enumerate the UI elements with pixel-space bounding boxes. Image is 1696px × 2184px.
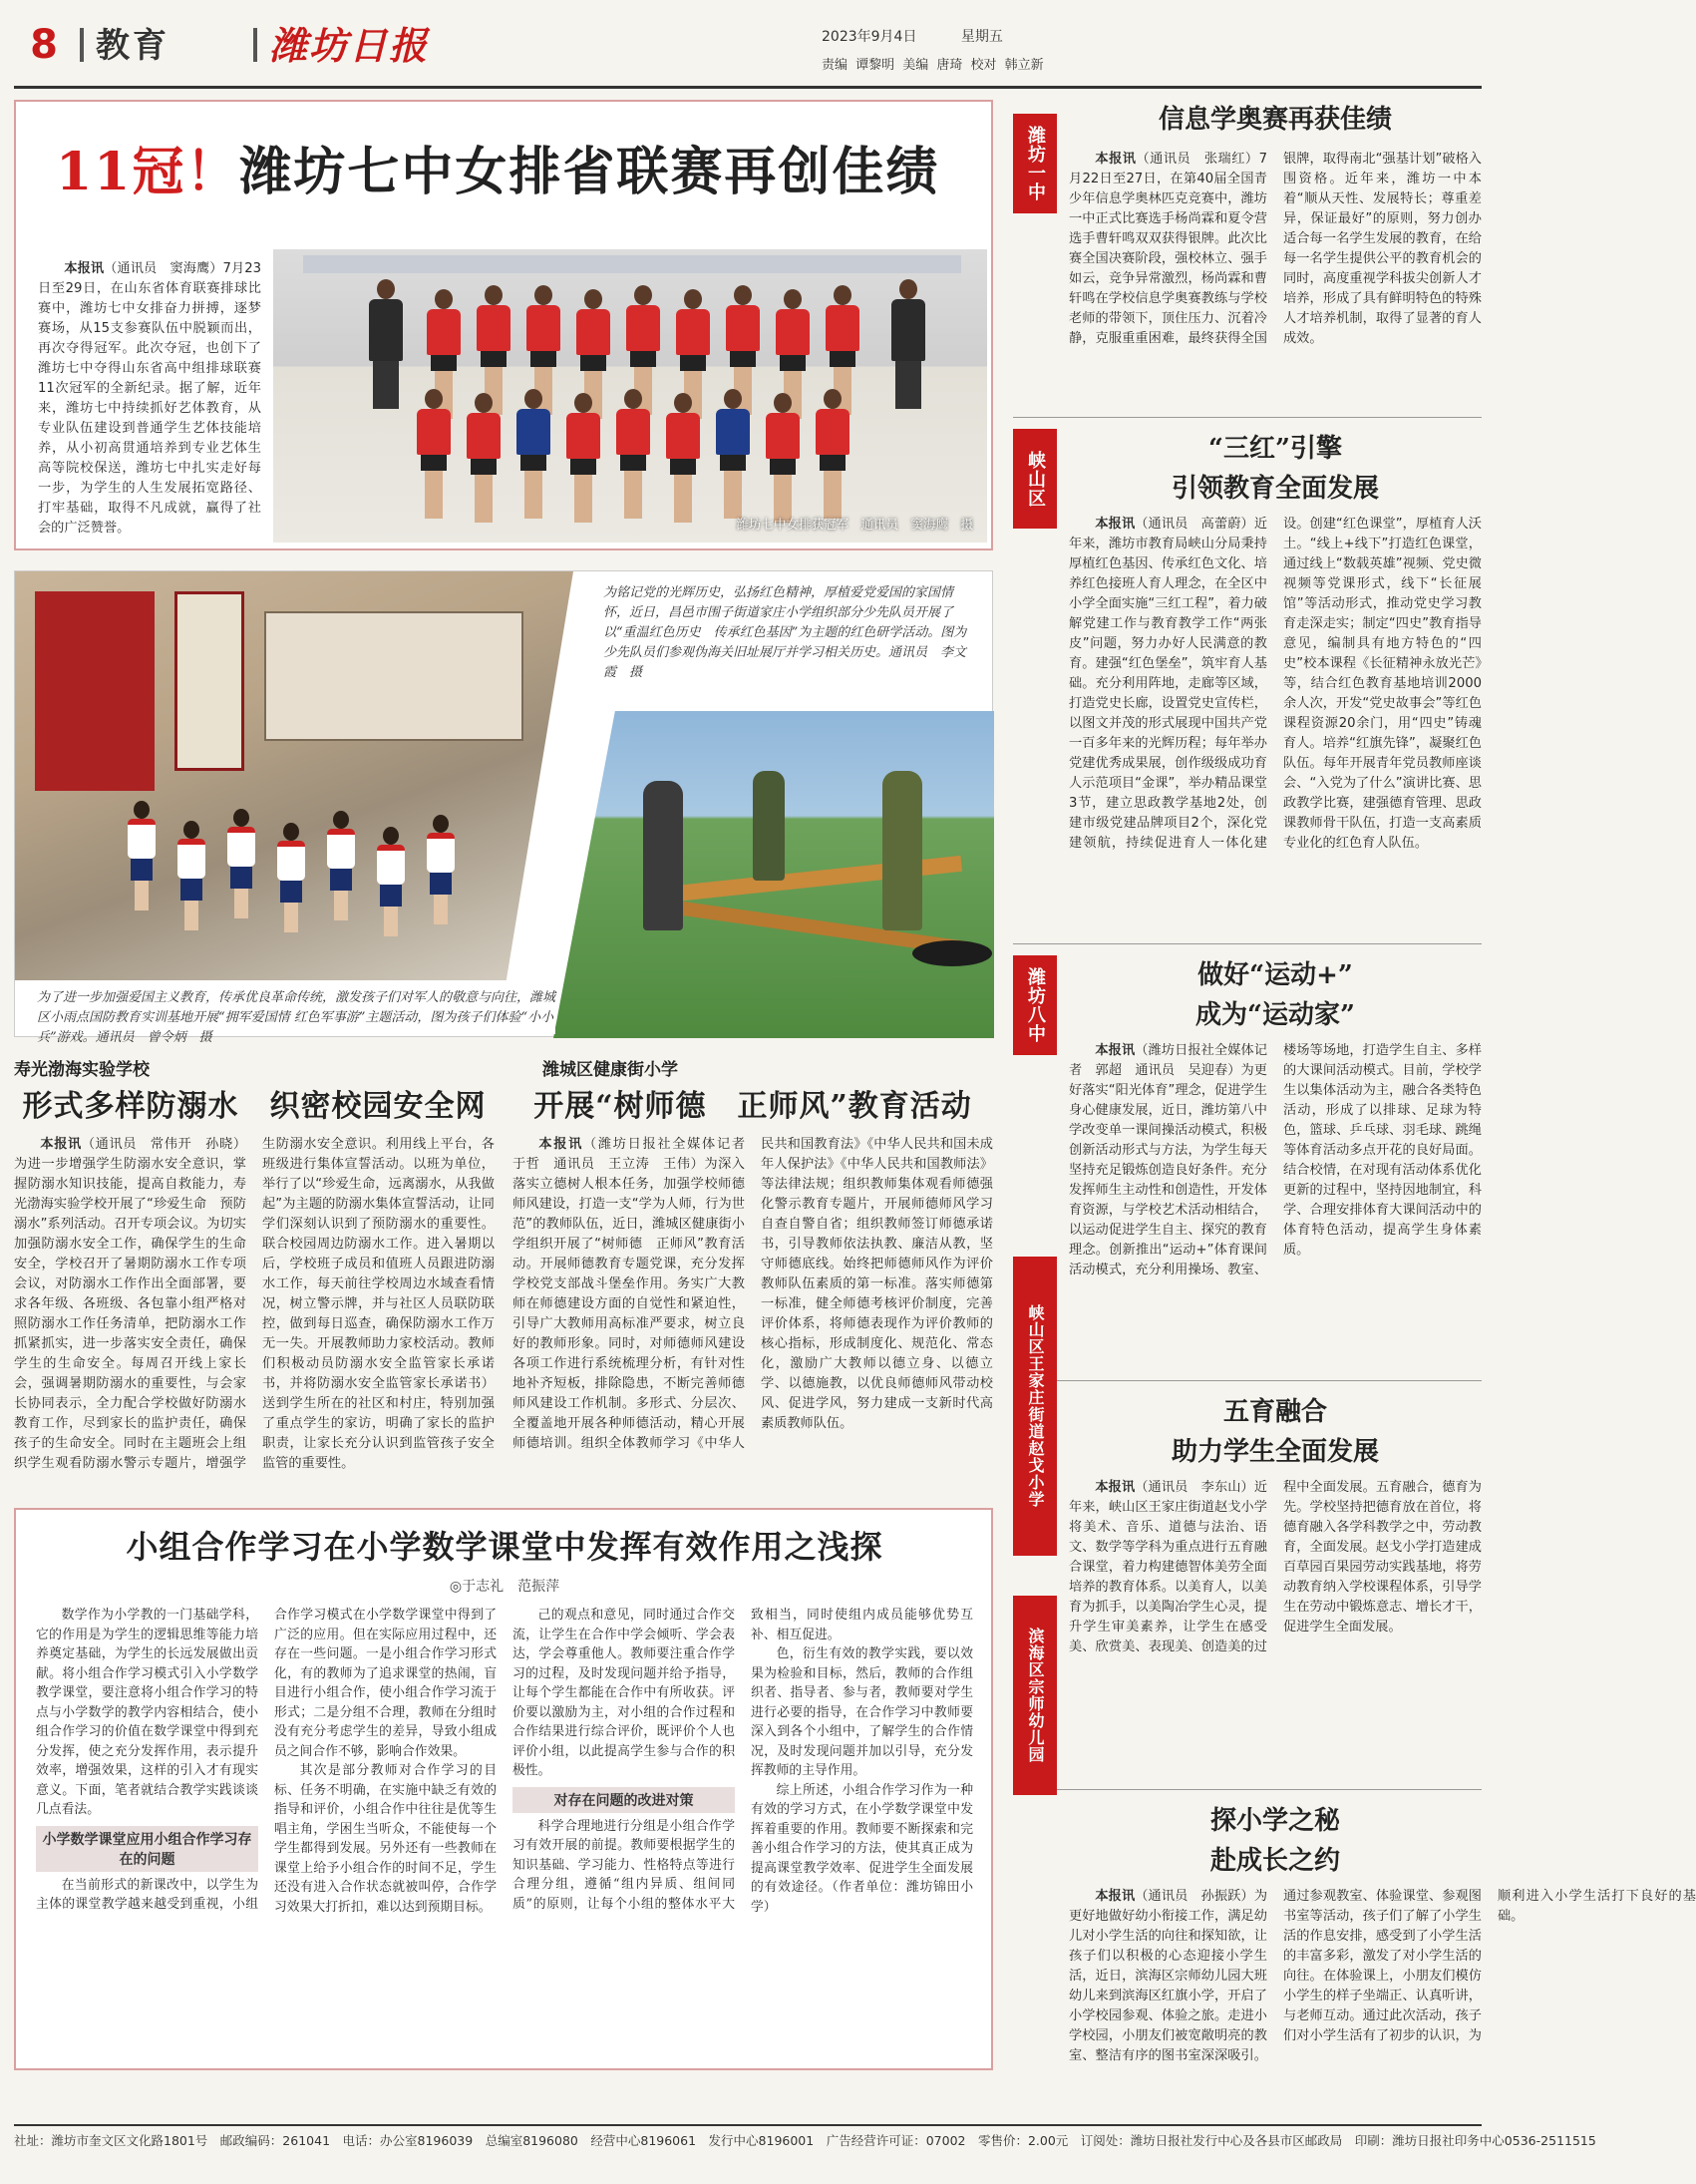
photo-museum-visit: [15, 571, 573, 980]
subheading: 对存在问题的改进对策: [512, 1787, 735, 1813]
side-headline: 成为“运动家”: [1195, 1000, 1355, 1030]
student-figure: [374, 827, 408, 936]
paragraph: 其次是部分教师对合作学习的目标、任务不明确，在实施中缺乏有效的指导和评价，小组合作中往往是优等生唱主角，学困生当听众，不能使每一个学生都得到发展。另外还有一些教师在课堂上给予小组合作的时间不足，学生还没有进入合作状态就被叫停，合作学习效果大打折扣，难以达到预期目标。: [274, 1763, 497, 1915]
page-number: 8: [30, 22, 58, 68]
article-headline: 开展“树师德 正师风”教育活动: [533, 1089, 972, 1124]
body-text: （潍坊日报社全媒体记者 郭超 通讯员 吴迎春）为更好落实“阳光体育”理念，促进学生身心健康发展，近日，潍坊第八中学改变单一课间操活动模式，积极创新活动形式与方法，为学生每天坚持充足锻炼创造良好条件。充分发挥师生主动性和创造性，开发体育资源，与学校艺术活动相结合，以运动促进学生自主、探究的教育理念。创新推出“运动+”体育课间活动模式，充分利用操场、教室、楼场等场地，打造学生自主、多样的大课间活动模式。目前，学校学生以集体活动为主，融合各类特色活动，形成了以排球、足球为特色，篮球、乒乓球、羽毛球、跳绳等体育活动多点开花的良好局面。结合校情，在对现有活动体系优化更新的过程中，坚持因地制宜，科学、合理安排体育大课间活动中的体育特色活动，提高学生身体素质。: [1069, 1043, 1482, 1277]
player-figure: [463, 393, 503, 523]
side-article-kindergarten: [1069, 1801, 1696, 2066]
headline-volleyball: [56, 138, 939, 207]
photo-banner: [303, 255, 961, 273]
divider: [80, 28, 84, 62]
divider: [253, 28, 257, 62]
photo-caption-training: 为了进一步加强爱国主义教育，传承优良革命传统，激发孩子们对军人的敬意与向往，潍城区小雨点国防教育实训基地开展“拥军爱国情 红色军事游”主题活动，图为孩子们体验“小小兵”游戏。通讯员 曾令炳 摄: [37, 990, 556, 1045]
side-column: [1013, 100, 1696, 2074]
body-text: （通讯员 张瑞红）7月22日至27日，在第40届全国青少年信息学奥林匹克竞赛中，潍坊一中正式比赛选手杨尚霖和夏令营选手曹轩鸣双双获得银牌。此次比赛全国决赛阶段，强校林立、强手如云，竞争异常激烈，杨尚霖和曹轩鸣在学校信息学奥赛教练与学校老师的带领下，顶住压力、沉着冷静，克服重重困难，最终获得全国银牌，取得南北“强基计划”破格入围资格。近年来，潍坊一中本着“顺从天性、发展特长；尊重差异，保证最好”的原则，努力创办适合每一名学生发展的教育，在给每一名学生提供公平的教育机会的同时，高度重视学科拔尖创新人才培养，形成了具有鲜明特色的特殊人才培养机制，取得了显著的育人成效。: [1069, 152, 1482, 346]
player-figure: [662, 393, 702, 523]
side-body: [1069, 1887, 1696, 2066]
issue-date: 2023年9月4日: [822, 29, 917, 45]
article-author: ◎于志礼 范振萍: [449, 1579, 560, 1595]
student-figure: [174, 821, 208, 930]
side-body: [1069, 150, 1482, 399]
exhibit-wall: [264, 611, 523, 741]
student-figure: [224, 809, 258, 918]
exhibit-sign: [174, 591, 244, 771]
byline: 本报讯: [1095, 517, 1136, 532]
child-figure: [753, 771, 785, 881]
school-tag: 滨海区宗师幼儿园: [1013, 1596, 1057, 1795]
editors-line: 责编 谭黎明 美编 唐琦 校对 韩立新: [822, 58, 1044, 73]
paragraph: 综上所述，小组合作学习作为一种有效的学习方式，在小学数学课堂中发挥着重要的作用。教师要不断探索和完善小组合作学习的方法，使其真正成为提高课堂教学效率、促进学生全面发展的有效途径。（作者单位：潍坊锦田小学）: [751, 1782, 973, 1915]
side-headline: 赴成长之约: [1209, 1846, 1340, 1876]
side-body: [1069, 1041, 1482, 1370]
article-body: [36, 1606, 973, 2064]
headline-main: 潍坊七中女排省联赛再创佳绩: [239, 142, 940, 202]
player-figure: [612, 389, 652, 519]
section-title: 教育: [96, 26, 170, 66]
article-headline: 形式多样防溺水 织密校园安全网: [22, 1089, 487, 1124]
photo-caption-museum: 为铭记党的光辉历史，弘扬红色精神，厚植爱党爱国的家国情怀，近日，昌邑市围子街道家庄小学组织部分少先队员开展了以“重温红色历史 传承红色基因”为主题的红色研学活动。图为少先队员们参观伪海关旧址展厅并学习相关历史。通讯员 李文霞 摄: [597, 579, 980, 703]
body-text: （潍坊日报社全媒体记者 于哲 通讯员 王立涛 王伟）为深入落实立德树人根本任务，加强学校师德师风建设，打造一支“学为人师，行为世范”的教师队伍，近日，潍城区健康街小学组织开展了“树师德 正师风”教育活动。开展师德教育专题党课，充分发挥学校党支部战斗堡垒作用。务实广大教师在师德建设方面的自觉性和紧迫性，引导广大教师用高标准严要求，树立良好的教师形象。同时，对师德师风建设各项工作进行系统梳理分析，有针对性地补齐短板，排除隐患，不断完善师德师风建设工作机制。多形式、分层次、全覆盖地开展各种师德活动，精心开展师德培训。组织全体教师学习《中华人民共和国教育法》《中华人民共和国未成年人保护法》《中华人民共和国教师法》等法律法规；组织教师集体观看师德强化警示教育专题片，开展师德师风学习自查自警自省；组织教师签订师德承诺书，引导教师依法执教、廉洁从教，坚守师德底线。始终把师德师风作为评价教师队伍素质的第一标准。落实师德第一标准，健全师德考核评价制度，完善评价体系，将师德表现作为评价教师的核心指标，形成制度化、规范化、常态化，激励广大教师以德立身、以德立学、以德施教，以优良师德师风带动校风、促进学风，努力建成一支新时代高素质教师队伍。: [512, 1137, 993, 1451]
side-headline: 做好“运动+”: [1197, 960, 1353, 990]
player-figure: [365, 279, 405, 409]
side-headline: “三红”引擎: [1208, 434, 1342, 464]
byline: 本报讯: [1095, 1043, 1136, 1058]
article-math-cooperation: [14, 1508, 993, 2070]
masthead: [14, 10, 1482, 84]
body-text: （通讯员 孙振跃）为更好地做好幼小衔接工作，满足幼儿对小学生活的向往和探知欲，让孩子们以积极的心态迎接小学生活，近日，滨海区宗师幼儿园大班幼儿来到滨海区红旗小学，开启了小学校园参观、体验之旅。走进小学校园，小朋友们被宽敞明亮的教室、整洁有序的图书室深深吸引。通过参观教室、体验课堂、参观图书室等活动，孩子们了解了小学生活的作息安排，感受到了小学生活的丰富多彩，激发了对小学生活的向往。在体验课上，小朋友们模仿小学生的样子坐端正、认真听讲，与老师互动。通过此次活动，孩子们对小学生活有了初步的认识，为顺利进入小学生活打下良好的基础。: [1069, 1889, 1696, 2063]
byline: 本报讯: [64, 261, 105, 276]
body-text: （通讯员 窦海鹰）7月23日至29日，在山东省体育联赛排球比赛中，潍坊七中女排奋力拼搏，逐梦赛场，从15支参赛队伍中脱颖而出，再次夺得冠军。此次夺冠，也创下了潍坊七中夺得山东省高中组排球联赛11次冠军的全新纪录。据了解，近年来，潍坊七中持续抓好艺体教育，从专业队伍建设到普通学生艺体技能培养，从小初高贯通培养到专业艺体生高等院校保送，潍坊七中扎实走好每一步，为学生的人生发展拓宽路径、打牢基础，取得不凡成就，赢得了社会的广泛赞誉。: [38, 261, 262, 536]
divider: [1013, 417, 1482, 418]
school-tag: 潍坊一中: [1013, 114, 1057, 213]
paragraph: 己的观点和意见，同时通过合作交流，让学生在合作中学会倾听、学会表达，学会尊重他人。教师要注重合作学习的过程，及时发现问题并给予指导，让每个学生都能在合作中有所收获。评价要以激励为主，对小组的合作过程和合作结果进行综合评价，既评价个人也评价小组，以此提高学生参与合作的积极性。: [512, 1608, 735, 1778]
player-figure: [712, 389, 752, 519]
side-headline: 五育融合: [1222, 1397, 1327, 1427]
player-figure: [562, 393, 602, 523]
student-figure: [324, 811, 358, 920]
article-body: [38, 259, 261, 543]
article-headline: 小组合作学习在小学数学课堂中发挥有效作用之浅探: [126, 1528, 883, 1566]
divider: [1013, 1789, 1482, 1790]
divider: [1013, 1380, 1482, 1381]
side-headline: 探小学之秘: [1209, 1806, 1340, 1836]
divider: [1013, 943, 1482, 944]
soldier-figure: [882, 771, 922, 930]
byline: 本报讯: [1095, 1889, 1136, 1904]
adult-figure: [643, 781, 683, 930]
newspaper-logo: 潍坊日报: [269, 23, 430, 68]
article-teacher-ethics: [512, 1057, 993, 1502]
school-tag: 峡山区: [1013, 429, 1057, 529]
byline: 本报讯: [1095, 1480, 1136, 1495]
byline: 本报讯: [538, 1137, 584, 1152]
side-article-three-red: [1069, 429, 1482, 933]
headline-prefix: 11冠！: [56, 142, 240, 202]
top-rule: [14, 86, 1482, 89]
issue-meta: [822, 26, 1420, 73]
student-figure: [125, 801, 159, 910]
player-figure: [812, 389, 851, 519]
article-body: [14, 1135, 495, 1494]
subheading: 小学数学课堂应用小组合作学习存在的问题: [36, 1826, 258, 1872]
photo-feature-block: [14, 570, 993, 1045]
body-text: （通讯员 常伟开 孙晓）为进一步增强学生防溺水安全意识，掌握防溺水知识技能，提高自救能力，寿光渤海实验学校开展了“珍爱生命 预防溺水”系列活动。召开专项会议。为切实加强防溺水安全工作，确保学生的生命安全，学校召开了暑期防溺水工作专项会议，对防溺水工作作出全面部署，要求各年级、各班级、各包靠小组严格对照防溺水工作任务清单，把防溺水工作抓紧抓实，进一步落实安全责任，确保学生的生命安全。每周召开线上家长会，强调暑期防溺水的重要性，与会家长协同表示，全力配合学校做好防溺水教育工作，尽到家长的监护责任，确保孩子的生命安全。同时在主题班会上组织学生观看防溺水警示专题片，增强学生防溺水安全意识。利用线上平台，各班级进行集体宣誓活动。以班为单位，举行了以“珍爱生命，远离溺水，从我做起”为主题的防溺水集体宣誓活动，让同学们深刻认识到了预防溺水的重要性。联合校园周边防溺水工作。进入暑期以后，学校班子成员和值班人员跟进防溺水工作，每天前往学校周边水域查看情况，树立警示牌，并与社区人员联防联控，做到每日巡查，确保防溺水工作万无一失。开展教师助力家校活动。教师们积极动员防溺水安全监管家长承诺书，并将防溺水安全监管家长承诺书）送到学生所在的社区和村庄，特别加强了重点学生的家访，明确了家长的监护职责，让家长充分认识到监管孩子安全监管的重要性。: [14, 1137, 495, 1471]
student-figure: [424, 815, 458, 924]
paragraph: 色，衍生有效的教学实践，要以效果为检验和目标，然后，教师的合作组织者、指导者、参与者，教师要对学生进行必要的指导，在合作学习中教师要深入到各个小组中，了解学生的合作情况，及时发现问题并加以引导，充分发挥教师的主导作用。: [751, 1646, 973, 1778]
player-figure: [413, 389, 453, 519]
byline: 本报讯: [40, 1137, 82, 1152]
player-figure: [887, 279, 927, 409]
school-tag: 潍坊八中: [1013, 955, 1057, 1055]
side-body: [1069, 515, 1482, 933]
side-article-five-education: [1069, 1392, 1482, 1777]
side-headline: 引领教育全面发展: [1171, 474, 1379, 504]
photo-military-training: [553, 711, 994, 1038]
side-headline: 助力学生全面发展: [1171, 1437, 1379, 1467]
article-kicker: 寿光渤海实验学校: [14, 1060, 150, 1080]
body-text: （通讯员 高蕾蔚）近年来，潍坊市教育局峡山分局秉持厚植红色基因、传承红色文化、培养红色接班人育人理念，在全区中小学全面实施“三红工程”，着力破解党建工作与教育教学工作“两张皮”问题，努力办好人民满意的教育。建强“红色堡垒”，筑牢育人基础。充分利用阵地，走廊等区域，打造党史长廊，设置党史宣传栏，以图文并茂的形式展现中国共产党一百多年来的光辉历程；每年举办党建优秀成果展，创作级级成功育人示范项目“金课”，举办精品课堂3节，建立思政教学基地2处，创建市级党建品牌项目2个，深化党建领航，持续促进育人一体化建设。创建“红色课堂”，厚植育人沃土。“线上+线下”打造红色课堂，通过线上“数载英雄”视频、党史微视频等党课形式，线下“长征展馆”等活动形式，推动党史学习教育走深走实；制定“四史”教育指导意见，编制具有地方特色的“四史”校本课程《长征精神永放光芒》等，结合红色教育基地培训2000余人次，开发“党史故事会”等红色课程资源20余门，用“四史”铸魂育人。培养“红旗先锋”，凝聚红色队伍。每年开展青年党员教师座谈会、“入党为了什么”演讲比赛、思政教学比赛，建强德育管理、思政课教师骨干队伍，打造一支高素质专业化的红色育人队伍。: [1069, 517, 1482, 851]
student-figure: [274, 823, 308, 932]
photo-volleyball-team: [273, 249, 987, 543]
byline: 本报讯: [1095, 152, 1137, 167]
article-volleyball: [14, 100, 993, 550]
article-kicker: 潍城区健康街小学: [542, 1060, 678, 1080]
tire-obstacle: [912, 940, 992, 966]
article-drowning-prevention: [14, 1057, 495, 1502]
school-tag: 峡山区王家庄街道赵戈小学: [1013, 1257, 1057, 1556]
exhibit-panel: [35, 591, 155, 791]
article-body: [512, 1135, 993, 1494]
side-body: [1069, 1478, 1482, 1777]
paragraph: 在当前形式的新课改中，以学生为主体的课堂教学越来越受到重视，小组合作学习模式在小学数学课堂中得到了广泛的应用。但在实际应用过程中，还存在一些问题。一是小组合作学习形式化，有的教师为了追求课堂的热闹，盲目进行小组合作，使小组合作学习流于形式；二是分组不合理，教师在分组时没有充分考虑学生的差异，导致小组成员之间合作不够，影响合作效果。: [36, 1608, 497, 1912]
side-headline: 信息学奥赛再获佳绩: [1158, 105, 1392, 135]
footer-info: 社址：潍坊市奎文区文化路1801号 邮政编码：261041 电话：办公室8196039 总编室8196080 经营中心8196061 发行中心8196001 广告经营许可证：07002 零售价：2.00元 订阅处：潍坊日报社发行中心及各县市区邮政局 印刷：潍坊日报社印务中心0536-2511515: [14, 2124, 1482, 2158]
side-article-sports: [1069, 955, 1482, 1370]
paragraph: 数学作为小学教的一门基础学科，它的作用是为学生的逻辑思维等能力培养奠定基础，为学生的长远发展做出贡献。将小组合作学习模式引入小学数学教学课堂，要注意将小组合作学习的特点与小学数学的教学内容相结合，使小组合作学习的价值在数学课堂中得到充分发挥，使之充分发挥作用，表示提升效率，增强效果，这样的引入才有现实意义。下面，笔者就结合教学实践谈谈几点看法。: [36, 1608, 258, 1817]
photo-credit: 潍坊七中女排获冠军 通讯员 窦海鹰 摄: [736, 517, 973, 532]
player-figure: [512, 389, 552, 519]
paragraph: 科学合理地进行分组是小组合作学习有效开展的前提。教师要根据学生的知识基础、学习能力、性格特点等进行合理分组，遵循“组内异质、组间同质”的原则，让每个小组的整体水平大致相当，同时使组内成员能够优势互补、相互促进。: [512, 1608, 973, 1912]
side-article-informatics: [1069, 100, 1482, 399]
player-figure: [762, 393, 802, 523]
issue-weekday: 星期五: [960, 29, 1003, 45]
body-text: （通讯员 李东山）近年来，峡山区王家庄街道赵戈小学将美术、音乐、道德与法治、语文、数学等学科为重点进行五育融合课堂，着力构建德智体美劳全面培养的教育体系。以美育人，以美育为抓手，以美陶冶学生心灵，提升学生审美素养，让学生在感受美、欣赏美、表现美、创造美的过程中全面发展。五育融合，德育为先。学校坚持把德育放在首位，将德育融入各学科教学之中，劳动教育，全面发展。赵戈小学打造建成百草园百果园劳动实践基地，将劳动教育纳入学校课程体系，引导学生在劳动中锻炼意志、增长才干，促进学生全面发展。: [1069, 1480, 1482, 1654]
